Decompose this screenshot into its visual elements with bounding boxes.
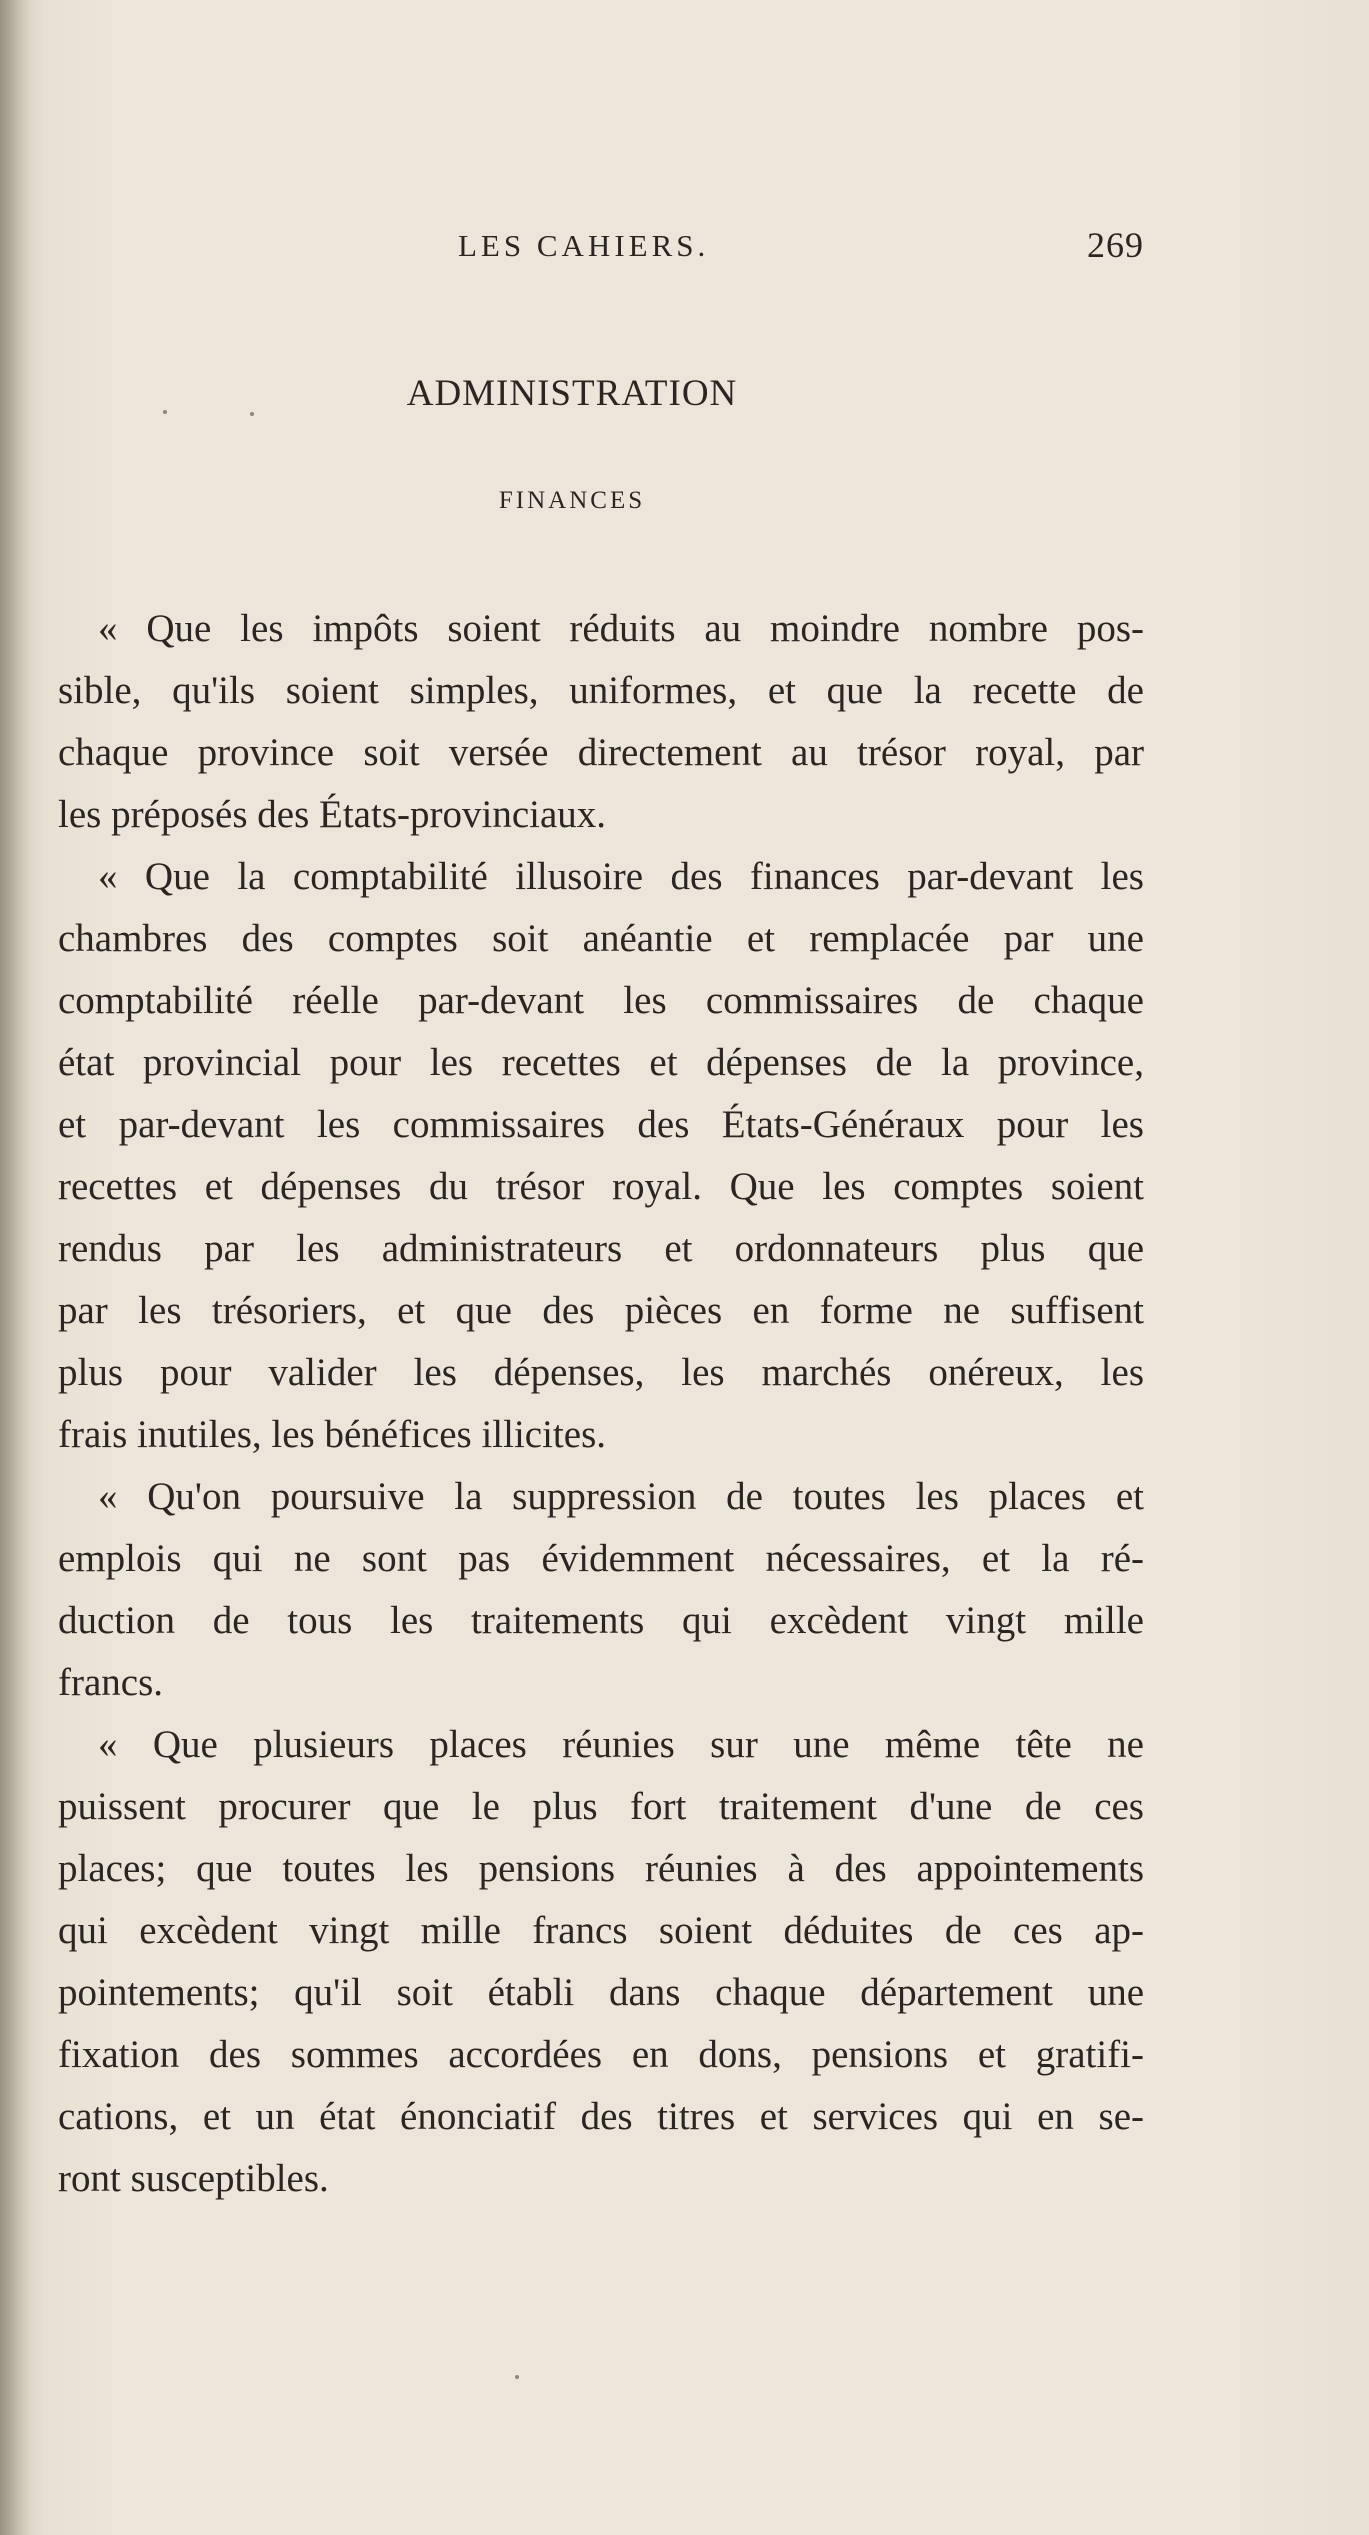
text-line: cations, et un état énonciatif des titres et services qui en se-: [58, 2095, 1144, 2138]
text-line: fixation des sommes accordées en dons, pensions et gratifi-: [58, 2033, 1144, 2076]
running-head: [58, 225, 1144, 268]
paragraph: [58, 598, 1144, 846]
text-line: places; que toutes les pensions réunies à des appointements: [58, 1847, 1144, 1890]
text-line: « Qu'on poursuive la suppression de toutes les places et: [98, 1475, 1144, 1518]
paper-speck: [163, 410, 167, 414]
paper-speck: [515, 2375, 519, 2379]
text-line: francs.: [58, 1661, 164, 1704]
text-line: recettes et dépenses du trésor royal. Que les comptes soient: [58, 1165, 1144, 1208]
text-line: rendus par les administrateurs et ordonnateurs plus que: [58, 1227, 1144, 1270]
paragraph: [58, 846, 1144, 1466]
text-line: par les trésoriers, et que des pièces en forme ne suffisent: [58, 1289, 1144, 1332]
text-line: sible, qu'ils soient simples, uniformes, et que la recette de: [58, 669, 1144, 712]
text-line: emplois qui ne sont pas évidemment nécessaires, et la ré-: [58, 1537, 1144, 1580]
text-line: plus pour valider les dépenses, les marchés onéreux, les: [58, 1351, 1144, 1394]
text-line: puissent procurer que le plus fort traitement d'une de ces: [58, 1785, 1144, 1828]
section-heading: ADMINISTRATION: [406, 373, 738, 414]
text-line: chaque province soit versée directement au trésor royal, par: [58, 731, 1144, 774]
text-line: « Que plusieurs places réunies sur une même tête ne: [98, 1723, 1144, 1766]
paragraph: [58, 1714, 1144, 2210]
text-line: pointements; qu'il soit établi dans chaque département une: [58, 1971, 1144, 2014]
text-line: les préposés des États-provinciaux.: [58, 793, 607, 836]
paragraph: [58, 1466, 1144, 1714]
text-line: « Que la comptabilité illusoire des finances par-devant les: [98, 855, 1144, 898]
text-line: état provincial pour les recettes et dépenses de la province,: [58, 1041, 1144, 1084]
running-title: LES CAHIERS.: [458, 228, 710, 263]
text-line: frais inutiles, les bénéfices illicites.: [58, 1413, 606, 1456]
body-text: [58, 598, 1144, 2210]
text-line: qui excèdent vingt mille francs soient déduites de ces ap-: [58, 1909, 1144, 1952]
text-line: et par-devant les commissaires des États-Généraux pour les: [58, 1103, 1144, 1146]
text-line: chambres des comptes soit anéantie et remplacée par une: [58, 917, 1144, 960]
text-line: ront susceptibles.: [58, 2157, 329, 2200]
text-line: duction de tous les traitements qui excèdent vingt mille: [58, 1599, 1144, 1642]
paper-speck: [250, 412, 254, 416]
text-line: comptabilité réelle par-devant les commissaires de chaque: [58, 979, 1144, 1022]
page-number: 269: [1087, 225, 1144, 265]
subsection-heading: FINANCES: [498, 487, 646, 514]
text-line: « Que les impôts soient réduits au moindre nombre pos-: [98, 607, 1144, 650]
